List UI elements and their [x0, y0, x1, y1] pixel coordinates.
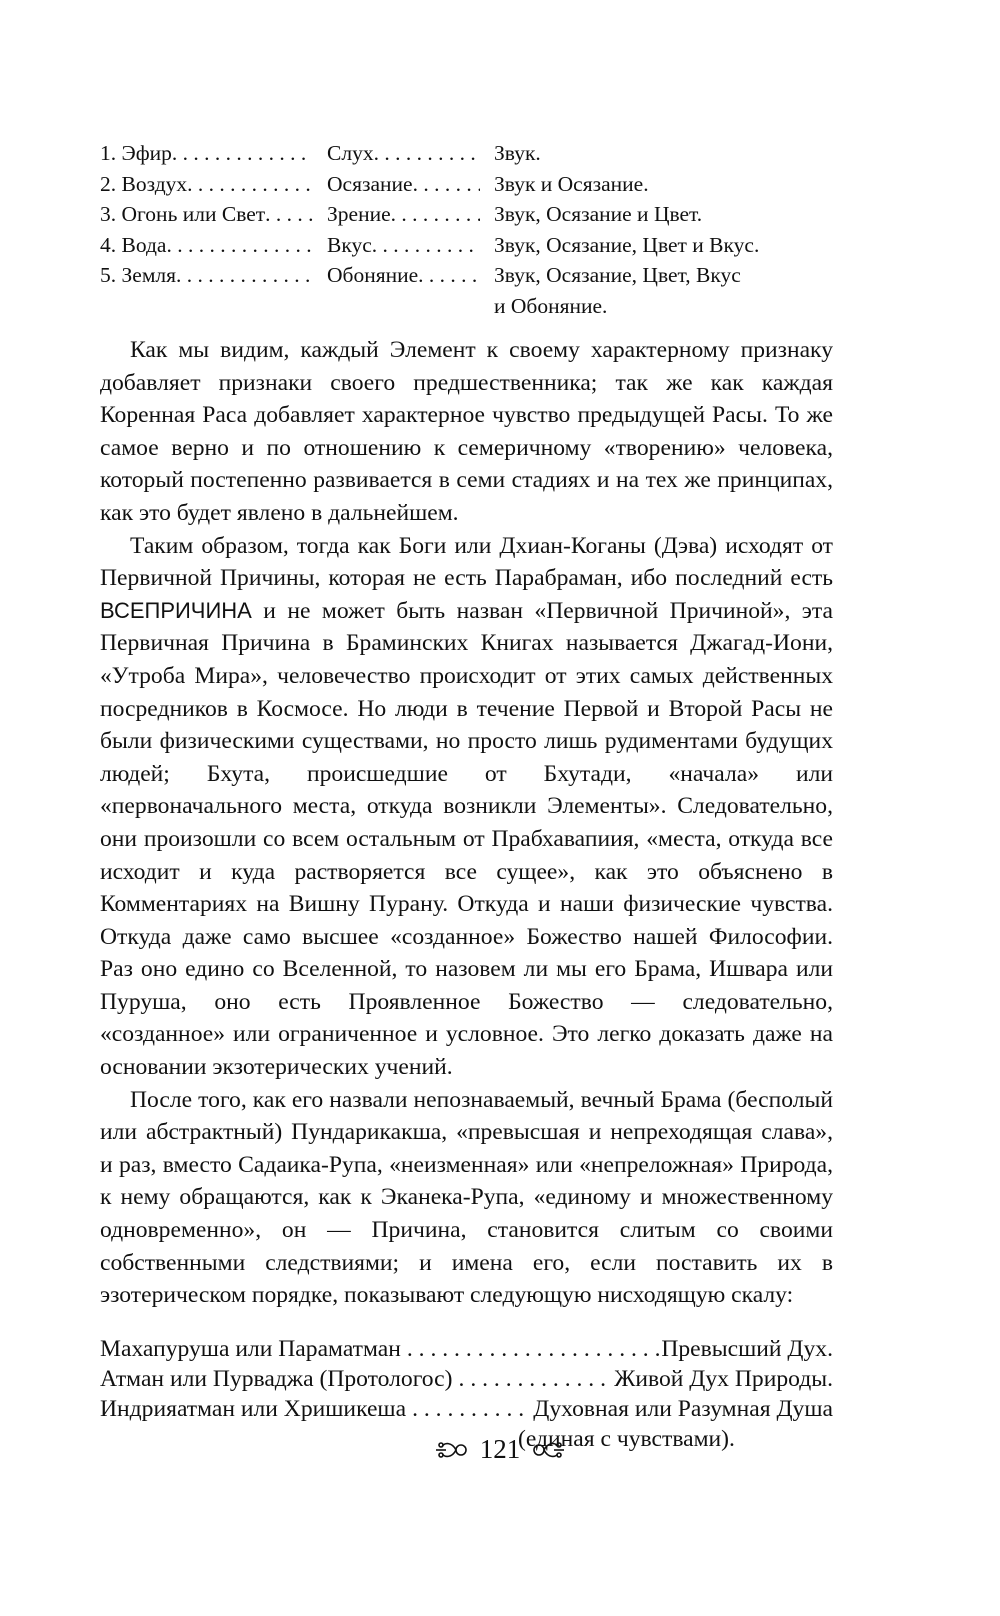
- qualities-line: Звук, Осязание, Цвет, Вкус: [494, 263, 741, 287]
- sense-name: Зрение: [327, 202, 391, 226]
- table-row: [100, 230, 833, 261]
- page-content: [100, 138, 833, 1454]
- element-name: 1. Эфир: [100, 141, 172, 165]
- scale-name: Махапуруша или Параматман: [100, 1335, 401, 1362]
- scale-meaning: Превысший Дух.: [661, 1335, 833, 1362]
- table-row: [100, 169, 833, 200]
- leader-dots: [407, 1334, 659, 1364]
- leader-dots: [265, 199, 313, 230]
- leader-dots: [412, 1394, 531, 1424]
- scale-row: [100, 1334, 833, 1364]
- element-qualities: Звук, Осязание и Цвет.: [494, 202, 703, 226]
- leader-dots: [391, 199, 480, 230]
- scale-name: Атман или Пурваджа (Протологос): [100, 1365, 453, 1392]
- leader-dots: [374, 138, 480, 169]
- page-number: 121: [479, 1434, 521, 1464]
- leader-dots: [372, 230, 480, 261]
- element-name: 5. Земля: [100, 263, 177, 287]
- leader-dots: [459, 1364, 613, 1394]
- right-ornament-icon: [528, 1438, 566, 1462]
- paragraph-text: и не может быть назван «Первичной Причиной», эта Первичная Причина в Браминских Книгах называется Джагад-Иони, «Утроба Мира», человечество происходит от этих самых действенных посредников в Космосе. Но люди в течение Первой и Второй Расы не были физическими существами, но просто лишь рудиментами будущих людей; Бхута, происшедшие от Бхутади, «начала» или «первоначального места, откуда возникли Элементы». Следовательно, они произошли со всем остальным от Прабхавапиия, «места, откуда все исходит и куда растворяется все сущее», как это объяснено в Комментариях на Вишну Пурану. Откуда и наши физические чувства. Откуда даже само высшее «созданное» Божество нашей Философии. Раз оно едино со Вселенной, то назовем ли мы его Брама, Ишвара или Пуруша, оно есть Проявленное Божество — следовательно, «созданное» или ограниченное и условное. Это легко доказать даже на основании экзотерических учений.: [100, 597, 833, 1081]
- paragraph: [100, 530, 833, 1084]
- element-qualities: [494, 260, 833, 321]
- element-name: 3. Огонь или Свет: [100, 202, 266, 226]
- element-qualities: Звук и Осязание.: [494, 171, 649, 196]
- body-text: [100, 334, 833, 1312]
- element-name: 4. Вода: [100, 232, 167, 257]
- scale-row: [100, 1364, 833, 1394]
- elements-table: [100, 138, 833, 321]
- paragraph: После того, как его назвали непознаваемый, вечный Брама (бесполый или абстрактный) Пундарикакша, «превысшая и непреходящая слава», и раз, вместо Садаика-Рупа, «неизменная» или «непреложная» Природа, к нему обращаются, как к Эканека-Рупа, «единому и множественному одновременно», он — Причина, становится слитым со своими собственными следствиями; и имена его, если поставить их в эзотерическом порядке, показывают следующую нисходящую скалу:: [100, 1086, 833, 1309]
- leader-dots: [176, 260, 313, 321]
- leader-dots: [418, 260, 480, 321]
- sense-name: Вкус: [327, 232, 372, 257]
- leader-dots: [172, 138, 313, 169]
- leader-dots: [413, 169, 480, 200]
- sense-name: Осязание: [327, 171, 413, 196]
- left-ornament-icon: [434, 1438, 472, 1462]
- scale-meaning: Духовная или Разумная Душа: [533, 1395, 833, 1422]
- table-row: [100, 260, 833, 321]
- paragraph: Как мы видим, каждый Элемент к своему характерному признаку добавляет признаки своего предшественника; так же как каждая Коренная Раса добавляет характерное чувство предыдущей Расы. То же самое верно и по отношению к семеричному «творению» человека, который постепенно развивается в семи стадиях и на тех же принципах, как это будет явлено в дальнейшем.: [100, 337, 833, 526]
- page-footer: [0, 1434, 1000, 1465]
- scale-name: Индрияатман или Хришикеша: [100, 1395, 407, 1422]
- emphasized-term: ВСЕПРИЧИНА: [100, 597, 252, 623]
- scale-meaning: Живой Дух Природы.: [614, 1365, 833, 1392]
- sense-name: Обоняние: [327, 263, 419, 287]
- element-qualities: Звук, Осязание, Цвет и Вкус.: [494, 232, 760, 257]
- paragraph-text: Таким образом, тогда как Боги или Дхиан-Коганы (Дэва) исходят от Первичной Причины, которая не есть Парабраман, ибо последний есть: [100, 532, 833, 592]
- table-row: [100, 199, 833, 230]
- leader-dots: [187, 169, 313, 200]
- element-qualities: Звук.: [494, 141, 541, 165]
- scale-row: [100, 1394, 833, 1424]
- qualities-line: и Обоняние.: [494, 293, 608, 318]
- scale-meaning-continuation: (единая с чувствами).: [518, 1425, 735, 1452]
- table-row: [100, 138, 833, 169]
- element-name: 2. Воздух: [100, 171, 188, 196]
- sense-name: Слух: [327, 141, 374, 165]
- leader-dots: [166, 230, 313, 261]
